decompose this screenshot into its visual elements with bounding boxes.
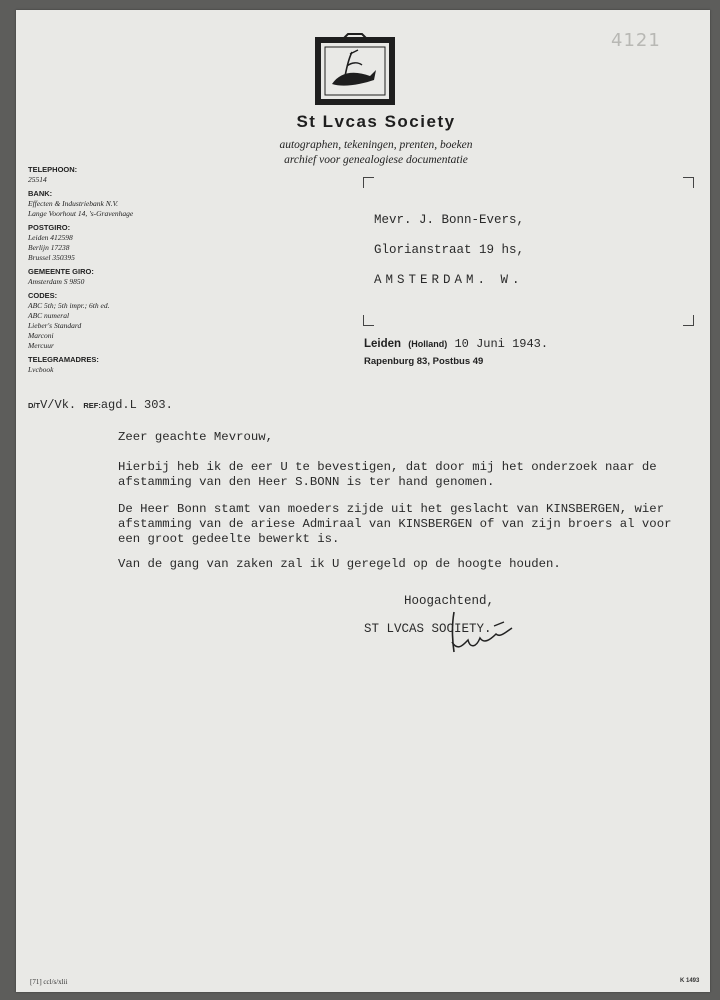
sidebar-value: Brussel 350395 xyxy=(28,253,75,262)
sidebar-group xyxy=(28,165,218,185)
place-country: (Holland) xyxy=(408,339,448,349)
sidebar-value: Berlijn 17238 xyxy=(28,243,70,252)
recipient-name: Mevr. J. Bonn-Evers, xyxy=(374,213,525,227)
sidebar-group xyxy=(28,189,218,219)
sidebar-value: ABC 5th; 5th impr.; 6th ed. xyxy=(28,301,110,310)
address-window-corner xyxy=(683,315,694,326)
address-window-corner xyxy=(363,315,374,326)
sidebar-value: Effecten & Industriebank N.V. xyxy=(28,199,119,208)
ref-label: REF: xyxy=(83,401,101,410)
footer-print-code: [71] ccl/s/xlii xyxy=(30,978,68,986)
reference-line xyxy=(28,398,173,412)
address-window-corner xyxy=(683,177,694,188)
tagline-1: autographen, tekeningen, prenten, boeken xyxy=(279,139,473,151)
letter-date: 10 Juni 1943. xyxy=(454,337,549,351)
sidebar-group xyxy=(28,223,218,263)
ref-value: agd.L 303. xyxy=(100,398,173,412)
sidebar-group xyxy=(28,355,218,375)
handwritten-signature xyxy=(446,608,526,658)
dt-label: D/T xyxy=(28,401,41,410)
address-window-corner xyxy=(363,177,374,188)
sidebar-value: 25514 xyxy=(28,175,47,184)
letter-sheet xyxy=(16,10,710,992)
tagline-2: archief voor genealogiese documentatie xyxy=(284,154,468,166)
sidebar-value: ABC numeral xyxy=(28,311,70,320)
paragraph-1: Hierbij heb ik de eer U te bevestigen, dat door mij het onderzoek naar de afstamming van den Heer S.BONN is ter hand genomen. xyxy=(118,460,657,489)
sidebar-group xyxy=(28,291,218,351)
sidebar-value: Marconi xyxy=(28,331,54,340)
sidebar-heading: GEMEENTE GIRO: xyxy=(28,267,94,276)
sidebar-heading: TELEGRAMADRES: xyxy=(28,355,99,364)
pencil-archive-number: 4121 xyxy=(611,30,661,51)
sidebar-heading: BANK: xyxy=(28,189,53,198)
closing: Hoogachtend, xyxy=(404,594,495,608)
sidebar-value: Lvcbook xyxy=(28,365,54,374)
paragraph-2: De Heer Bonn stamt van moeders zijde uit het geslacht van KINSBERGEN, wier afstamming van de ariese Admiraal van KINSBERGEN of van zijn broers al voor een groot gedeelte bewerkt is. xyxy=(118,502,672,546)
sidebar-value: Lieber's Standard xyxy=(28,321,82,330)
place-date-line xyxy=(364,337,548,351)
sidebar-value: Lange Voorhout 14, 's-Gravenhage xyxy=(28,209,134,218)
recipient-city: AMSTERDAM. W. xyxy=(374,273,524,287)
footer-form-number: K 1493 xyxy=(680,978,700,984)
recipient-street: Glorianstraat 19 hs, xyxy=(374,243,525,257)
sidebar-heading: CODES: xyxy=(28,291,58,300)
sidebar-heading: TELEPHOON: xyxy=(28,165,78,174)
sidebar-group xyxy=(28,267,218,287)
sidebar-heading: POSTGIRO: xyxy=(28,223,71,232)
society-name: St Lvcas Society xyxy=(296,112,456,131)
paragraph-3: Van de gang van zaken zal ik U geregeld op de hoogte houden. xyxy=(118,557,561,571)
society-logo xyxy=(314,32,396,106)
sidebar-value: Mercuur xyxy=(28,341,54,350)
sidebar-value: Leiden 412598 xyxy=(28,233,73,242)
dt-value: V/Vk. xyxy=(40,398,77,412)
sidebar-value: Amsterdam S 9850 xyxy=(28,277,85,286)
signatory: ST LVCAS SOCIETY. xyxy=(364,622,492,636)
place-city: Leiden xyxy=(364,338,402,350)
contact-sidebar xyxy=(28,161,218,375)
salutation: Zeer geachte Mevrouw, xyxy=(118,430,273,444)
sender-street: Rapenburg 83, Postbus 49 xyxy=(364,356,484,367)
